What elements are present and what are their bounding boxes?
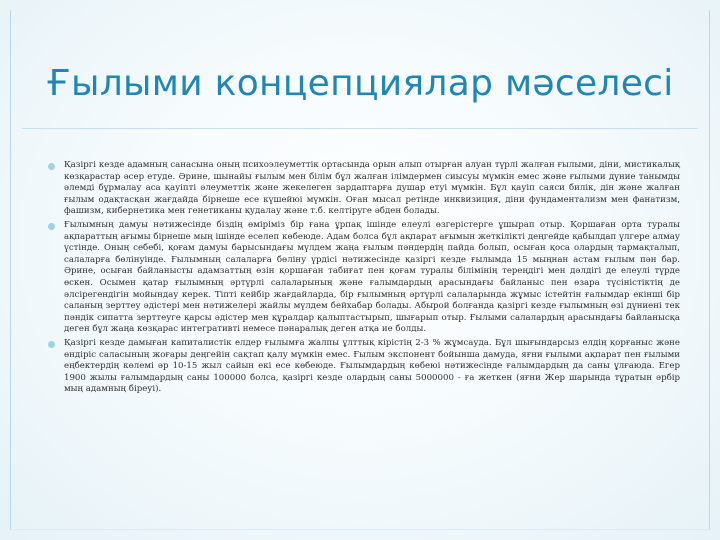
bullet-item xyxy=(44,160,680,218)
bullet-dot-icon xyxy=(48,341,55,348)
bullet-text: Қазіргі кезде дамыған капиталистік елдер ғылымға жалпы ұлттық кірістің 2-3 % жұмсауда. Бұл шығындарсыз елдің қорғаныс және өндіріс саласының жоғары деңгейін сақтап қалу мүмкін емес. Ғылым экспонент бойынша дамуда, яғни ғылыми ақпарат пен ғылыми еңбектердің көлемі әр 10-15 жыл сайын екі есе көбеюде. Ғылымдардың көбеюі нәтижесінде ғалымдардың да саны ұлғаюда. Егер 1900 жылы ғалымдардың саны 100000 болса, қазіргі кезде олардың саны 5000000 - ға жеткен (яғни Жер шарында тұратын әрбір мың адамның біреуі). xyxy=(64,337,680,395)
title-divider xyxy=(22,128,698,129)
bullet-text: Ғылымның дамуы нәтижесінде біздің өміріміз бір ғана ұрпақ ішінде елеулі өзгерістерге ұшырап отыр. Қоршаған орта туралы ақпараттың ағымы бірнеше мың ішінде еселеп көбеюде. Адам болса бұл ақпарат ағымын жеткілікті деңгейде қабылдап үлгере алмау үстінде. Оның себебі, қоғам дамуы барысындағы мүлдем жаңа ғылым пәндердің пайда болып, осыған қоса олардың тармақталып, салаларға бөлінуінде. Ғылымның салаларға бөліну үрдісі нәтижесінде қазіргі кезде ғылымда 15 мыңнан астам ғылым пән бар. Әрине, осыған байланысты адамзаттың өзін қоршаған табиғат пен қоғам туралы білімінің тереңдігі мен дәлдігі де елеулі түрде өскен. Осымен қатар ғылымның әртүрлі салаларының және ғалымдардың арасындағы байланыс пен өзара түсіністіктің де әлсірегендігін мойындау керек. Тіпті кейбір жағдайларда, бір ғылымның әртүрлі салаларында жұмыс істейтін ғалымдар екінші бір саланың зерттеу әдістері мен нәтижелері жайлы мүлдем бейхабар болады. Абырой болғанда қазіргі кезде ғылымның өзі дүниені тек пәндік сипатта зерттеуге қарсы әдістер мен құралдар қалыптастырып, шығарып отыр. Ғылыми салалардың арасындағы байланысқа деген бұл жаңа көзқарас интегративті немесе пәнаралық деген атқа ие болды. xyxy=(64,219,680,335)
bullet-text: Қазіргі кезде адамның санасына оның психоэлеуметтік ортасында орын алып отырған алуан түрлі жалған ғылыми, діни, мистикалық көзқарастар әсер етуде. Әрине, шынайы ғылым мен білім бұл жалған ілімдермен сиысуы мүмкін емес және ғылыми дүние танымды әлемді бұрмалау аса қауіпті әлеуметтік және жекелеген зардаптарға душар етуі мүмкін. Бұл қауіп саяси билік, дін және жалған ғылым одақтасқан жағдайда бірнеше есе күшейюі мүмкін. Оған мысал ретінде инквизиция, діни фундаментализм мен фанатизм, фашизм, кибернетика мен генетиканы қудалау және т.б. келтіруге әбден болады. xyxy=(64,160,680,217)
bullet-item xyxy=(44,338,680,396)
slide-title: Ғылыми концепциялар мәселесі xyxy=(46,63,674,104)
bullet-dot-icon xyxy=(48,223,55,230)
bullet-item xyxy=(44,220,680,336)
bullet-list xyxy=(44,160,680,398)
bullet-dot-icon xyxy=(48,163,55,170)
